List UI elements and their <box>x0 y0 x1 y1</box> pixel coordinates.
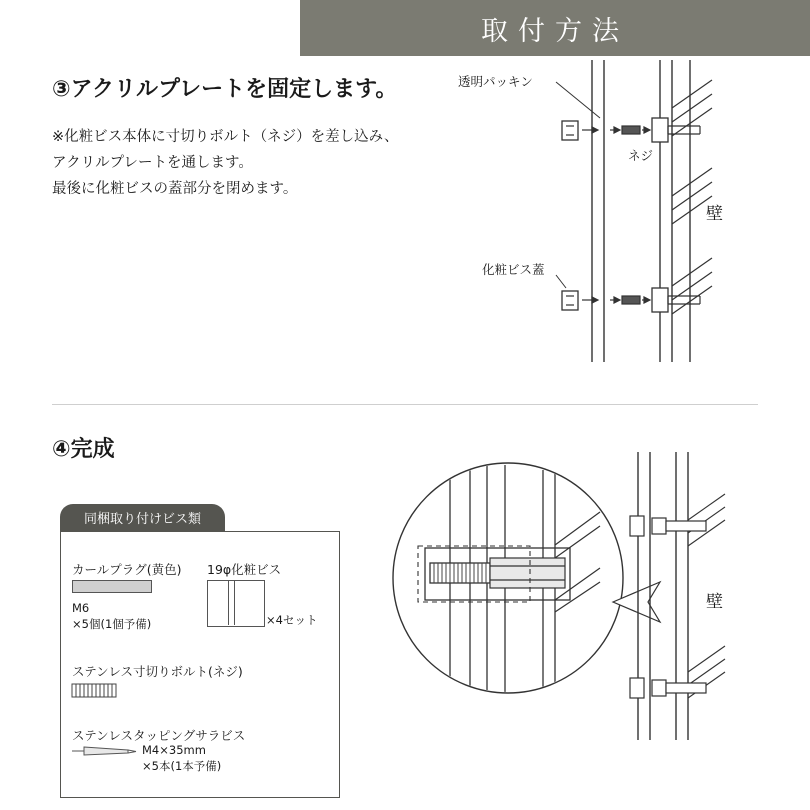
label-screw: ネジ <box>628 148 654 163</box>
label-screw-cap: 化粧ビス蓋 <box>482 262 545 277</box>
label-transparent-packing: 透明パッキン <box>458 74 533 89</box>
part-spec-carl-plug-line2: ×5個(1個予備) <box>72 617 152 631</box>
part-name-carl-plug: カールプラグ(黄色) <box>72 562 182 577</box>
parts-box-tab: 同梱取り付けビス類 <box>60 504 225 531</box>
section3-note-line1: ※化粧ビス本体に寸切りボルト（ネジ）を差し込み、 <box>52 129 399 145</box>
part-spec-tapping-screw-line2: ×5本(1本予備) <box>142 759 222 773</box>
section3-heading: ③アクリルプレートを固定します。 <box>52 77 398 102</box>
part-name-stud-bolt: ステンレス寸切りボルト(ネジ) <box>72 664 243 679</box>
part-name-tapping-screw: ステンレスタッピングサラビス <box>72 728 246 743</box>
label-wall-lower: 壁 <box>702 592 722 609</box>
section4-heading: ④完成 <box>52 437 115 462</box>
section3-note-line2: アクリルプレートを通します。 <box>52 155 253 171</box>
part-spec-carl-plug-line1: M6 <box>72 601 90 615</box>
section3-note-line3: 最後に化粧ビスの蓋部分を閉めます。 <box>52 181 298 197</box>
page-title: 取付方法 <box>481 15 629 47</box>
part-spec-decorative-screw: ×4セット <box>266 613 318 627</box>
part-name-decorative-screw: 19φ化粧ビス <box>207 562 282 577</box>
part-spec-tapping-screw-line1: M4×35mm <box>142 743 206 757</box>
label-wall-upper: 壁 <box>702 204 722 221</box>
